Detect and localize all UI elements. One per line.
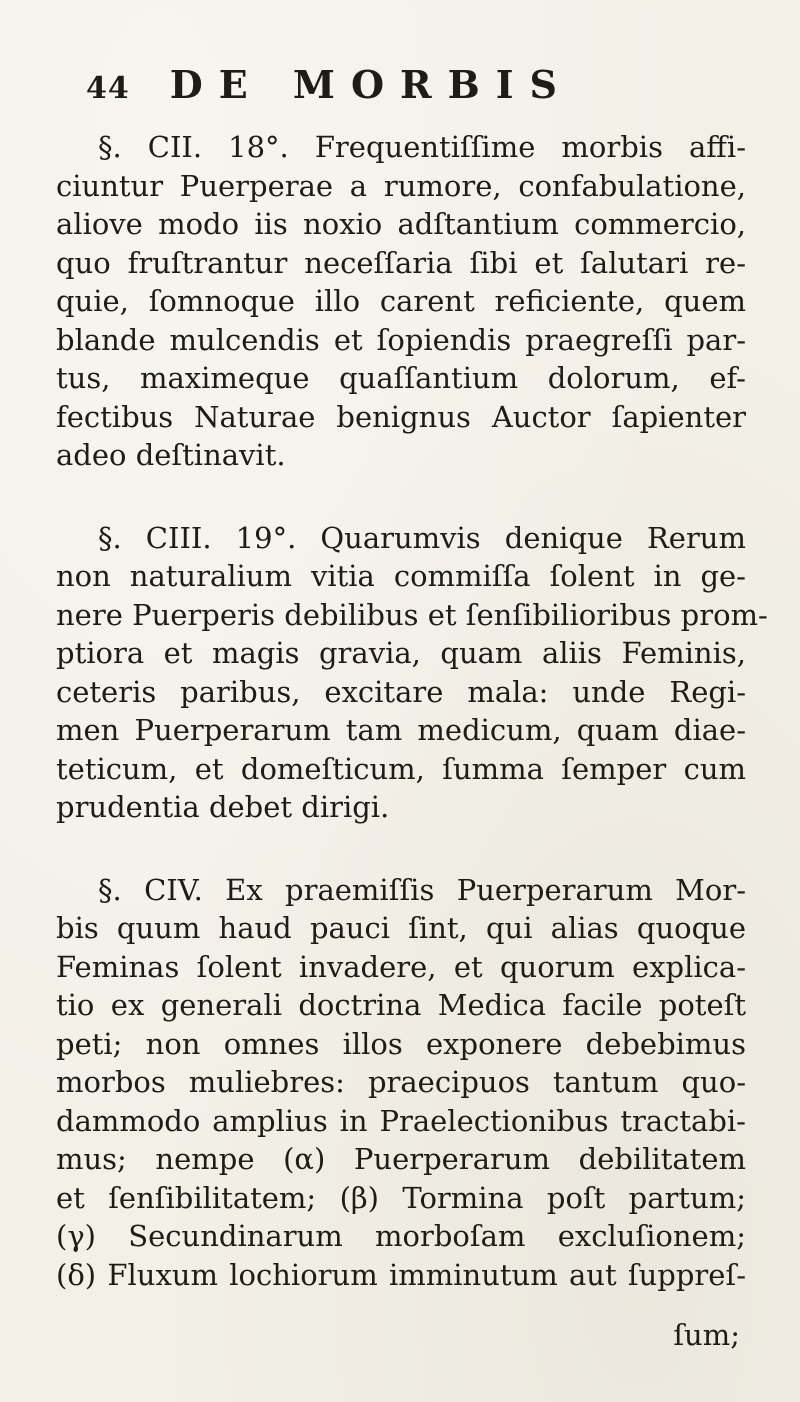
text-line: peti; non omnes illos exponere debebimus [56,1026,746,1061]
text-line: (δ) Fluxum lochiorum imminutum aut ſuppreſ- [56,1257,746,1292]
text-line: §. CII. 18°. Frequentiſſime morbis affi- [98,130,746,164]
running-title: DE MORBIS [169,62,573,107]
paragraph-cii [56,128,746,475]
text-line: teticum, et domeſticum, ſumma ſemper cum [56,751,746,786]
text-line: ceteris paribus, excitare mala: unde Regi- [56,674,746,709]
text-line: fectibus Naturae benignus Auctor ſapienter [56,399,746,434]
text-line: nere Puerperis debilibus et ſenſibilioribus prom- [56,597,768,632]
text-line: tus, maximeque quaſſantium dolorum, ef- [56,361,746,395]
text-line: quie, ſomnoque illo carent reficiente, quem [56,284,746,318]
paragraph-ciii [56,519,768,827]
text-line: et ſenſibilitatem; (β) Tormina poſt partum; [56,1180,746,1215]
text-line: dammodo amplius in Praelectionibus tractabi- [56,1103,746,1138]
text-line: quo fruſtrantur neceſſaria ſibi et ſalutari re- [56,245,746,280]
text-line: blande mulcendis et ſopiendis praegreſſi par- [56,322,746,357]
page-number: 44 [86,71,130,106]
catchword: ſum; [673,1318,740,1352]
text-line: adeo deſtinavit. [56,438,286,472]
text-line: tio ex generali doctrina Medica facile poteſt [56,988,746,1022]
text-line: mus; nempe (α) Puerperarum debilitatem [56,1142,746,1176]
text-line: prudentia debet dirigi. [56,790,390,824]
text-line: (γ) Secundinarum morboſam excluſionem; [56,1219,746,1253]
page-header [86,62,573,107]
text-body [56,128,768,1294]
text-line: Feminas ſolent invadere, et quorum explica- [56,949,746,984]
text-line: ptiora et magis gravia, quam aliis Feminis, [56,636,746,670]
text-line: §. CIII. 19°. Quarumvis denique Rerum [98,520,746,555]
text-line: morbos muliebres: praecipuos tantum quo- [56,1065,746,1099]
text-line: aliove modo iis noxio adſtantium commercio, [56,207,746,241]
paragraph-civ [56,871,746,1295]
text-line: ciuntur Puerperae a rumore, confabulatione, [56,168,746,203]
text-line: non naturalium vitia commiſſa ſolent in ge- [56,559,746,593]
text-line: bis quum haud pauci ſint, qui alias quoque [56,911,746,945]
text-line: men Puerperarum tam medicum, quam diae- [56,713,746,747]
text-line: §. CIV. Ex praemiſſis Puerperarum Mor- [98,872,746,907]
